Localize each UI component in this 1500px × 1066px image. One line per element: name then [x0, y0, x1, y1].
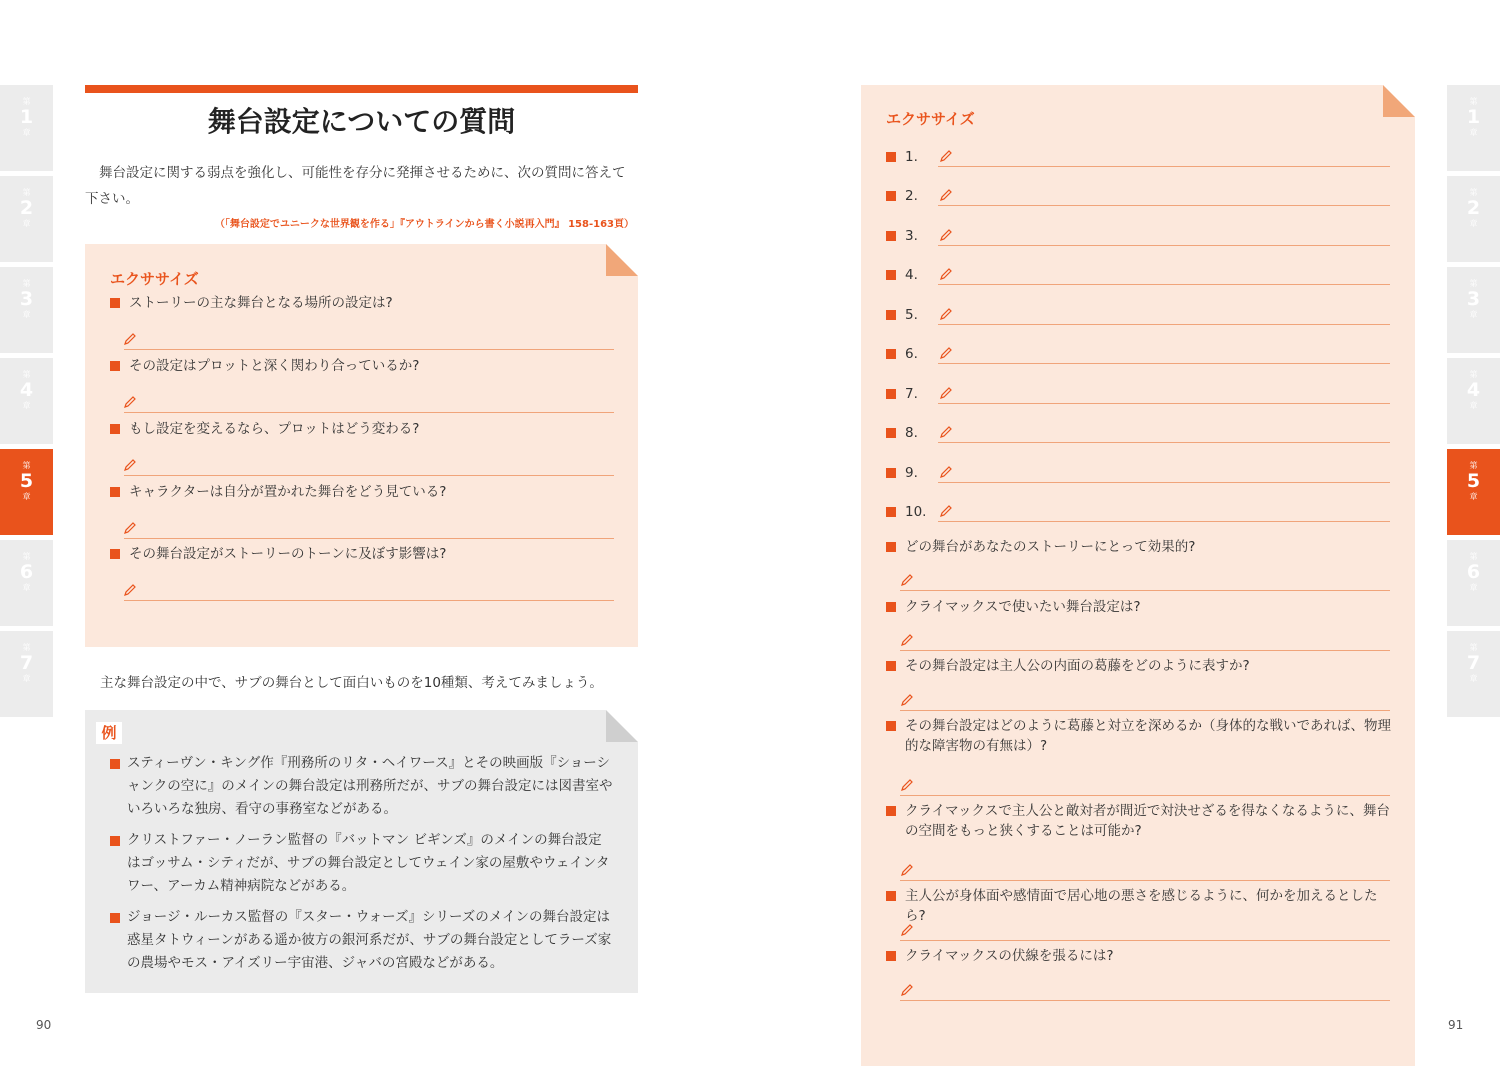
chapter-tab-6[interactable]: [1447, 540, 1500, 626]
tab-number: 5: [1466, 470, 1481, 492]
tab-suffix: 章: [22, 674, 31, 683]
answer-line[interactable]: [900, 880, 1390, 881]
tab-suffix: 章: [22, 492, 31, 501]
tab-prefix: 第: [1469, 552, 1478, 561]
numbered-item: 1.: [886, 148, 918, 166]
numbered-item: 2.: [886, 187, 918, 205]
pencil-icon: [940, 505, 952, 517]
page-title: 舞台設定についての質問: [207, 105, 516, 138]
answer-line[interactable]: [900, 650, 1390, 651]
tab-prefix: 第: [22, 370, 31, 379]
answer-line[interactable]: [900, 795, 1390, 796]
answer-line[interactable]: [938, 324, 1390, 325]
numbered-item: 5.: [886, 306, 918, 324]
pencil-icon: [940, 426, 952, 438]
tab-suffix: 章: [22, 401, 31, 410]
tab-suffix: 章: [22, 128, 31, 137]
exercise-question: クライマックスの伏線を張るには?: [905, 948, 1114, 964]
pencil-icon: [940, 466, 952, 478]
answer-line[interactable]: [900, 590, 1390, 591]
tab-suffix: 章: [22, 219, 31, 228]
numbered-item: 3.: [886, 227, 918, 245]
bullet-square: [886, 951, 896, 961]
tab-prefix: 第: [1469, 461, 1478, 470]
tab-number: 4: [19, 379, 34, 401]
answer-line[interactable]: [938, 245, 1390, 246]
chapter-tab-3[interactable]: [0, 267, 53, 353]
pencil-icon: [940, 268, 952, 280]
numbered-item: 6.: [886, 345, 918, 363]
pencil-icon: [940, 308, 952, 320]
tab-prefix: 第: [1469, 188, 1478, 197]
chapter-tab-2[interactable]: [1447, 176, 1500, 262]
tab-number: 3: [19, 288, 34, 310]
exercise-question: キャラクターは自分が置かれた舞台をどう見ている?: [110, 482, 446, 502]
tab-suffix: 章: [1469, 583, 1478, 592]
exercise-label: エクササイズ: [110, 270, 199, 288]
chapter-tab-7[interactable]: [1447, 631, 1500, 717]
exercise-label: エクササイズ: [886, 110, 975, 128]
answer-line[interactable]: [938, 521, 1390, 522]
tab-prefix: 第: [22, 552, 31, 561]
pencil-icon: [901, 634, 913, 646]
tab-number: 2: [1466, 197, 1481, 219]
bullet-square: [886, 721, 896, 731]
chapter-tab-6[interactable]: [0, 540, 53, 626]
tab-suffix: 章: [1469, 219, 1478, 228]
chapter-tab-4[interactable]: [0, 358, 53, 444]
chapter-tab-7[interactable]: [0, 631, 53, 717]
exercise-question: その舞台設定はどのように葛藤と対立を深めるか（身体的な戦いであれば、物理的な障害物の有無は）?: [905, 718, 1391, 754]
answer-line[interactable]: [938, 205, 1390, 206]
tab-suffix: 章: [1469, 401, 1478, 410]
numbered-item: 10.: [886, 503, 926, 521]
chapter-tab-2[interactable]: [0, 176, 53, 262]
title-rule: [85, 85, 638, 93]
answer-line[interactable]: [938, 442, 1390, 443]
prompt-paragraph: 主な舞台設定の中で、サブの舞台として面白いものを10種類、考えてみましょう。: [100, 675, 603, 691]
example-item: ジョージ・ルーカス監督の『スター・ウォーズ』シリーズのメインの舞台設定は惑星タトウィーンがある遥か彼方の銀河系だが、サブの舞台設定としてラーズ家の農場やモス・アイズリー宇宙港、ジャバの宮殿などがある。: [127, 909, 612, 971]
tab-prefix: 第: [22, 97, 31, 106]
pencil-icon: [901, 574, 913, 586]
bullet-square: [886, 806, 896, 816]
tab-prefix: 第: [22, 461, 31, 470]
answer-line[interactable]: [900, 1000, 1390, 1001]
tab-prefix: 第: [22, 279, 31, 288]
pencil-icon: [124, 584, 136, 596]
intro-paragraph: 舞台設定に関する弱点を強化し、可能性を存分に発揮させるために、次の質問に答えて下さい。: [85, 165, 626, 207]
bullet-square: [110, 836, 120, 846]
exercise-question: その舞台設定がストーリーのトーンに及ぼす影響は?: [110, 544, 446, 564]
bullet-square: [886, 661, 896, 671]
answer-line[interactable]: [124, 412, 614, 413]
page-fold: [606, 710, 638, 742]
chapter-tab-4[interactable]: [1447, 358, 1500, 444]
chapter-tab-3[interactable]: [1447, 267, 1500, 353]
tab-number: 3: [1466, 288, 1481, 310]
answer-line[interactable]: [900, 940, 1390, 941]
tab-number: 7: [19, 652, 34, 674]
tab-suffix: 章: [22, 310, 31, 319]
tab-number: 4: [1466, 379, 1481, 401]
example-label: 例: [96, 722, 122, 744]
answer-line[interactable]: [938, 166, 1390, 167]
exercise-question: もし設定を変えるなら、プロットはどう変わる?: [110, 419, 419, 439]
tab-prefix: 第: [1469, 370, 1478, 379]
example-item: クリストファー・ノーラン監督の『バットマン ビギンズ』のメインの舞台設定はゴッサム・シティだが、サブの舞台設定としてウェイン家の屋敷やウェインタワー、アーカム精神病院などがある。: [127, 832, 610, 894]
pencil-icon: [124, 459, 136, 471]
exercise-question: 主人公が身体面や感情面で居心地の悪さを感じるように、何かを加えるとしたら?: [905, 888, 1378, 924]
bullet-square: [110, 913, 120, 923]
tab-prefix: 第: [1469, 279, 1478, 288]
exercise-question: ストーリーの主な舞台となる場所の設定は?: [110, 293, 393, 313]
exercise-question: その舞台設定は主人公の内面の葛藤をどのように表すか?: [905, 658, 1250, 674]
pencil-icon: [124, 333, 136, 345]
bullet-square: [886, 542, 896, 552]
bullet-square: [886, 602, 896, 612]
pencil-icon: [940, 347, 952, 359]
pencil-icon: [901, 694, 913, 706]
answer-line[interactable]: [124, 600, 614, 601]
tab-number: 6: [1466, 561, 1481, 583]
pencil-icon: [940, 189, 952, 201]
pencil-icon: [901, 779, 913, 791]
tab-prefix: 第: [22, 188, 31, 197]
bullet-square: [110, 759, 120, 769]
chapter-tab-1[interactable]: [1447, 85, 1500, 171]
answer-line[interactable]: [124, 475, 614, 476]
chapter-tab-5-active[interactable]: [1447, 449, 1500, 535]
numbered-item: 8.: [886, 424, 918, 442]
numbered-item: 4.: [886, 266, 918, 284]
page-number: 90: [36, 1018, 52, 1032]
answer-line[interactable]: [938, 363, 1390, 364]
tab-prefix: 第: [22, 643, 31, 652]
pencil-icon: [901, 984, 913, 996]
tab-prefix: 第: [1469, 643, 1478, 652]
pencil-icon: [901, 924, 913, 936]
numbered-item: 7.: [886, 385, 918, 403]
tab-number: 7: [1466, 652, 1481, 674]
pencil-icon: [901, 864, 913, 876]
page-fold: [1383, 85, 1415, 117]
chapter-tab-5-active[interactable]: [0, 449, 53, 535]
tab-suffix: 章: [1469, 128, 1478, 137]
answer-line[interactable]: [938, 284, 1390, 285]
tab-prefix: 第: [1469, 97, 1478, 106]
chapter-tab-1[interactable]: [0, 85, 53, 171]
answer-line[interactable]: [124, 538, 614, 539]
example-item: スティーヴン・キング作『刑務所のリタ・ヘイワース』とその映画版『ショーシャンクの空に』のメインの舞台設定は刑務所だが、サブの舞台設定には図書室やいろいろな独房、看守の事務室などがある。: [127, 755, 613, 817]
answer-line[interactable]: [938, 482, 1390, 483]
pencil-icon: [124, 396, 136, 408]
tab-number: 1: [19, 106, 34, 128]
exercise-question: その設定はプロットと深く関わり合っているか?: [110, 356, 419, 376]
exercise-question: クライマックスで主人公と敵対者が間近で対決せざるを得なくなるように、舞台の空間をもっと狭くすることは可能か?: [905, 803, 1390, 839]
answer-line[interactable]: [124, 349, 614, 350]
bullet-square: [886, 891, 896, 901]
answer-line[interactable]: [938, 403, 1390, 404]
pencil-icon: [124, 522, 136, 534]
pencil-icon: [940, 387, 952, 399]
answer-line[interactable]: [900, 710, 1390, 711]
tab-suffix: 章: [22, 583, 31, 592]
page-number: 91: [1448, 1018, 1464, 1032]
tab-number: 5: [19, 470, 34, 492]
page-fold: [606, 244, 638, 276]
exercise-question: クライマックスで使いたい舞台設定は?: [905, 599, 1141, 615]
tab-suffix: 章: [1469, 310, 1478, 319]
pencil-icon: [940, 150, 952, 162]
numbered-item: 9.: [886, 464, 918, 482]
exercise-question: どの舞台があなたのストーリーにとって効果的?: [905, 539, 1196, 555]
tab-number: 6: [19, 561, 34, 583]
tab-suffix: 章: [1469, 674, 1478, 683]
tab-number: 1: [1466, 106, 1481, 128]
source-citation: （「舞台設定でユニークな世界観を作る」『アウトラインから書く小説再入門』 158-163頁）: [214, 219, 634, 230]
tab-number: 2: [19, 197, 34, 219]
tab-suffix: 章: [1469, 492, 1478, 501]
pencil-icon: [940, 229, 952, 241]
